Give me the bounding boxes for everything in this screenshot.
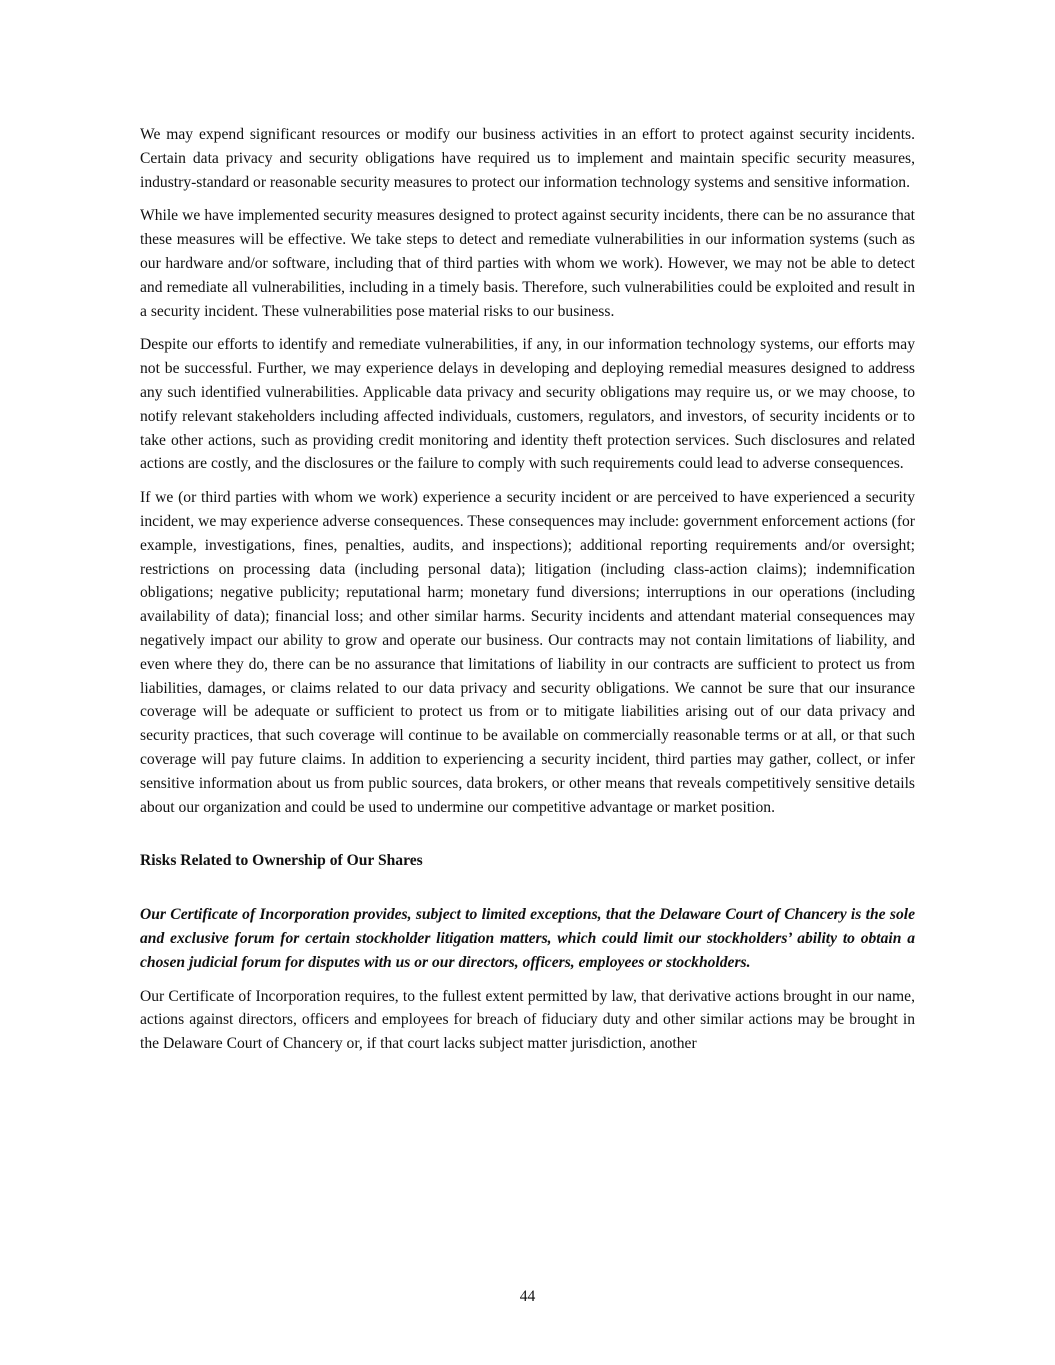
section-heading: Risks Related to Ownership of Our Shares <box>140 852 423 870</box>
paragraph: Despite our efforts to identify and remediate vulnerabilities, if any, in our information technology systems, our efforts may not be successful. Further, we may experience delays in developing and deploying remedial measures designed to address any such identified vulnerabilities. Applicable data privacy and security obligations may require us, or we may choose, to notify relevant stakeholders including affected individuals, customers, regulators, and investors, of security incidents or to take other actions, such as providing credit monitoring and identity theft protection services. Such disclosures and related actions are costly, and the disclosures or the failure to comply with such requirements could lead to adverse consequences. <box>140 336 915 473</box>
page-body <box>140 123 915 1066</box>
page-number: 44 <box>519 1288 536 1305</box>
risk-factor-title: Our Certificate of Incorporation provides, subject to limited exceptions, that the Delaware Court of Chancery is the sole and exclusive forum for certain stockholder litigation matters, which could limit our stockholders’ ability to obtain a chosen judicial forum for disputes with us or our directors, officers, employees or stockholders. <box>140 906 915 971</box>
paragraph: If we (or third parties with whom we work) experience a security incident or are perceived to have experienced a security incident, we may experience adverse consequences. These consequences may include: government enforcement actions (for example, investigations, fines, penalties, audits, and inspections); additional reporting requirements and/or oversight; restrictions on processing data (including personal data); litigation (including class-action claims); indemnification obligations; negative publicity; reputational harm; monetary fund diversions; interruptions in our operations (including availability of data); financial loss; and other similar harms. Security incidents and attendant material consequences may negatively impact our ability to grow and operate our business. Our contracts may not contain limitations of liability, and even where they do, there can be no assurance that limitations of liability in our contracts are sufficient to protect us from liabilities, damages, or claims related to our data privacy and security obligations. We cannot be sure that our insurance coverage will be adequate or sufficient to protect us from or to mitigate liabilities arising out of our data privacy and security practices, that such coverage will continue to be available on commercially reasonable terms or at all, or that such coverage will pay future claims. In addition to experiencing a security incident, third parties may gather, collect, or infer sensitive information about us from public sources, data brokers, or other means that reveals competitively sensitive details about our organization and could be used to undermine our competitive advantage or market position. <box>140 489 915 816</box>
paragraph: Our Certificate of Incorporation requires, to the fullest extent permitted by law, that derivative actions brought in our name, actions against directors, officers and employees for breach of fiduciary duty and other similar actions may be brought in the Delaware Court of Chancery or, if that court lacks subject matter jurisdiction, another <box>140 987 915 1053</box>
paragraph: We may expend significant resources or modify our business activities in an effort to protect against security incidents. Certain data privacy and security obligations have required us to implement and maintain specific security measures, industry-standard or reasonable security measures to protect our information technology systems and sensitive information. <box>140 126 915 191</box>
paragraph: While we have implemented security measures designed to protect against security incidents, there can be no assurance that these measures will be effective. We take steps to detect and remediate vulnerabilities in our information systems (such as our hardware and/or software, including that of third parties with whom we work). However, we may not be able to detect and remediate all vulnerabilities, including in a timely basis. Therefore, such vulnerabilities could be exploited and result in a security incident. These vulnerabilities pose material risks to our business. <box>140 207 915 320</box>
